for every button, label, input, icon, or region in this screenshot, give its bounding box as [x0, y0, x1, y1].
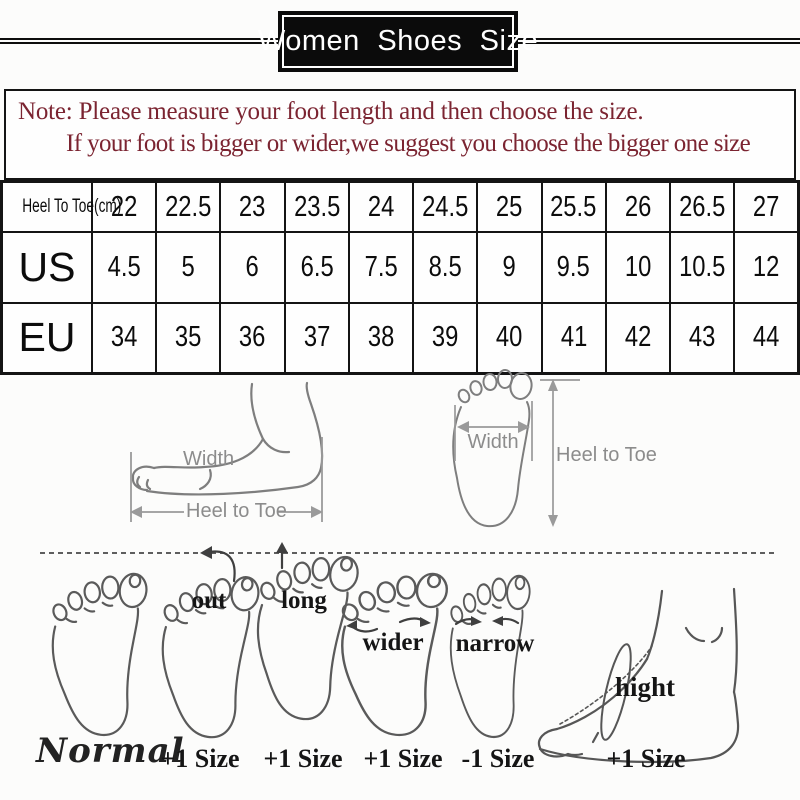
size-cell: 39: [413, 303, 477, 374]
fit-size-note-wider: +1 Size: [363, 744, 443, 773]
size-cell: 10.5: [670, 232, 734, 302]
size-row-label: Heel To Toe(cm): [2, 182, 93, 233]
size-cell: 42: [606, 303, 670, 374]
size-cell: 40: [477, 303, 541, 374]
size-cell: 36: [220, 303, 284, 374]
size-cell: 9: [477, 232, 541, 302]
size-cell: 44: [734, 303, 798, 374]
page-title: Women Shoes Size: [282, 15, 514, 68]
size-cell: 37: [285, 303, 349, 374]
size-cell: 6: [220, 232, 284, 302]
title-banner: [257, 11, 539, 72]
fit-size-note-hight: +1 Size: [606, 744, 686, 773]
size-cell: 10: [606, 232, 670, 302]
size-cell: 24: [349, 182, 413, 233]
size-row-label: EU: [2, 303, 93, 374]
size-cell: 25: [477, 182, 541, 233]
size-cell: 24.5: [413, 182, 477, 233]
fit-annotation-arrows: [200, 542, 518, 631]
fit-label-hight: hight: [614, 672, 676, 702]
size-cell: 26.5: [670, 182, 734, 233]
size-cell: 41: [542, 303, 606, 374]
note-line-2: If your foot is bigger or wider,we suggest you choose the bigger one size: [66, 130, 751, 157]
size-cell: 4.5: [92, 232, 156, 302]
size-cell: 6.5: [285, 232, 349, 302]
size-cell: 5: [156, 232, 220, 302]
fit-label-long: long: [281, 587, 327, 614]
fit-label-out: out: [191, 587, 227, 614]
size-cell: 25.5: [542, 182, 606, 233]
size-cell: 43: [670, 303, 734, 374]
size-cell: 8.5: [413, 232, 477, 302]
fit-size-note-out: +1 Size: [160, 744, 240, 773]
size-cell: 12: [734, 232, 798, 302]
foot-normal-drawing: [51, 572, 148, 735]
top-width-label: Width: [467, 431, 519, 453]
size-cell: 7.5: [349, 232, 413, 302]
fit-label-wider: wider: [362, 629, 424, 656]
size-cell: 26: [606, 182, 670, 233]
size-cell: 23: [220, 182, 284, 233]
size-row-label: US: [2, 232, 93, 302]
top-heel-to-toe-label: Heel to Toe: [556, 444, 657, 466]
fit-size-note-long: +1 Size: [263, 744, 343, 773]
fit-label-narrow: narrow: [455, 630, 535, 657]
size-cell: 27: [734, 182, 798, 233]
size-cell: 34: [92, 303, 156, 374]
size-cell: 22.5: [156, 182, 220, 233]
note-line-1: Note: Please measure your foot length and then choose the size.: [18, 98, 644, 125]
size-cell: 38: [349, 303, 413, 374]
size-cell: 35: [156, 303, 220, 374]
fit-size-note-narrow: -1 Size: [461, 744, 535, 773]
size-cell: 23.5: [285, 182, 349, 233]
fit-size-note-normal: Normal: [36, 731, 185, 771]
size-cell: 22: [92, 182, 156, 233]
side-foot-drawing: [133, 383, 322, 494]
side-width-label: Width: [183, 448, 235, 470]
side-heel-to-toe-label: Heel to Toe: [186, 500, 287, 522]
size-cell: 9.5: [542, 232, 606, 302]
